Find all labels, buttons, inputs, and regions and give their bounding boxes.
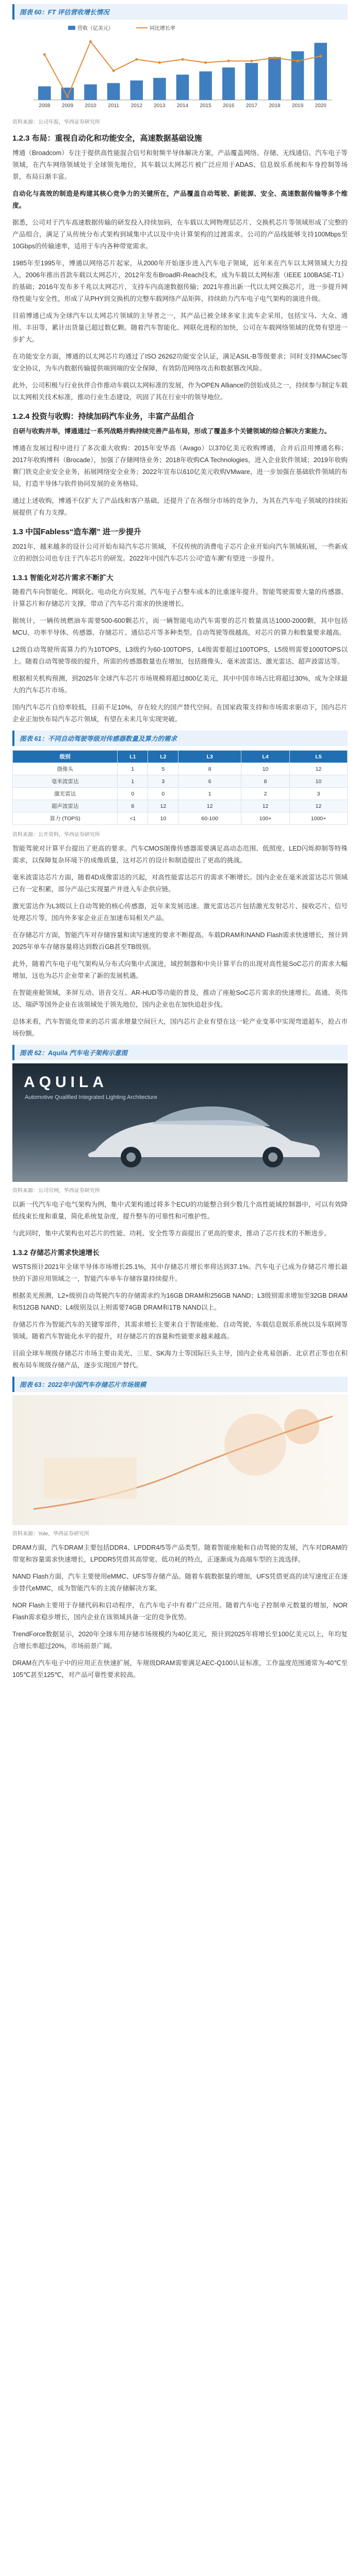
table-header-cell: L5: [290, 751, 348, 763]
paragraph: DRAM在汽车电子中的应用正在快速扩展，车规级DRAM需要满足AEC-Q100认证标准，工作温度范围通常为-40℃至105℃甚至125℃，对产品可靠性要求较高。: [12, 1659, 348, 1679]
table-cell: 10: [241, 763, 290, 775]
table-cell: 12: [241, 800, 290, 812]
legend-bar-swatch: [68, 26, 75, 30]
figure-source: 资料来源：公司官网，华西证券研究所: [12, 1188, 100, 1194]
figure-caption: 图表 60：FT 评估营收增长情况: [12, 4, 348, 20]
chart-plot-area: [33, 40, 332, 109]
table-cell: 超声波雷达: [13, 800, 118, 812]
table-source: 资料来源：公开资料，华西证券研究所: [12, 832, 100, 838]
paragraph: 此外，随着汽车电子电气架构从分布式向集中式演进，域控制器和中央计算平台的出现对高性能SoC芯片的需求大幅增加，这也为芯片企业带来了新的发展机遇。: [12, 960, 348, 979]
paragraph: 在存储芯片方面，智能汽车对存储容量和读写速度的要求不断提高。车载DRAM和NAND Flash需求快速增长，预计到2025年单车存储容量将达到数百GB甚至TB级别。: [12, 931, 348, 951]
table-cell: 1: [118, 763, 148, 775]
aquila-subtitle: Automotive Qualified Integrated Lighting Architecture: [25, 1094, 157, 1100]
table-cell: 5: [148, 763, 178, 775]
paragraph: 目前全球车规级存储芯片市场主要由美光、三星、SK海力士等国际巨头主导，国内企业兆易创新、北京君正等也在积极布局车规级存储产品，逐步实现国产替代。: [12, 1350, 348, 1369]
paragraph: 博通（Broadcom）专注于提供高性能混合信号和射频半导体解决方案，产品覆盖网络、存储、无线通信、汽车电子等领域，在汽车网络领域处于全球领先地位，其车载以太网芯片被广泛应用于ADAS、信息娱乐系统和车身控制等场景，布局日渐丰富。: [12, 149, 348, 180]
figure-source: 资料来源：Yole，华西证券研究所: [12, 1531, 90, 1537]
paragraph: 通过上述收购，博通不仅扩大了产品线和客户基础，还提升了在各细分市场的竞争力，为其在汽车电子领域的持续拓展提供了有力支撑。: [12, 497, 348, 516]
x-tick-label: 2011: [108, 103, 119, 109]
table-cell: 算力 (TOPS): [13, 812, 118, 825]
x-tick-label: 2016: [223, 103, 235, 109]
bar-2013: [153, 78, 166, 100]
table-cell: 3: [290, 788, 348, 800]
x-tick-label: 2020: [315, 103, 326, 109]
x-tick-label: 2009: [61, 103, 74, 109]
bar-2015: [199, 72, 212, 100]
table-row: [13, 788, 348, 800]
x-tick-label: 2013: [154, 103, 166, 109]
paragraph: 毫米波雷达芯片方面，随着4D成像雷达的兴起，对高性能雷达芯片的需求不断增长。国内企业在毫米波雷达芯片领域已有一定积累，部分产品已实现量产并进入车企供应链。: [12, 874, 348, 893]
table-cell: 8: [118, 800, 148, 812]
figure-source: 资料来源：公司年报，华西证券研究所: [12, 120, 100, 125]
table-cell: 2: [241, 788, 290, 800]
bar-2018: [268, 57, 281, 100]
table-header-cell: L2: [148, 751, 178, 763]
paragraph: TrendForce数据显示，2020年全球车用存储市场规模约为40亿美元，预计到2025年将增长至100亿美元以上，年均复合增长率超过20%，市场前景广阔。: [12, 1631, 348, 1650]
paragraph: 国内汽车芯片自给率较低，目前不足10%，存在较大的国产替代空间。在国家政策支持和市场需求驱动下，国内芯片企业正加快布局汽车芯片领域，有望在未来几年实现突破。: [12, 704, 348, 723]
table-cell: 8: [178, 763, 241, 775]
table-cell: 6: [178, 775, 241, 788]
paragraph: 智能驾驶对计算平台提出了更高的要求。汽车CMOS图像传感器需要满足高动态范围、低照度、LED闪烁抑制等特殊需求，以保障复杂环境下的成像质量，这对芯片的设计和制造提出了更高的挑战。: [12, 845, 348, 864]
bar-2012: [130, 80, 143, 100]
paragraph: NOR Flash主要用于存储代码和启动程序，在汽车电子中有着广泛应用。随着汽车电子控制单元数量的增加，NOR Flash需求稳步增长，国内企业在该领域具备一定的竞争优势。: [12, 1602, 348, 1621]
subsection-heading: 1.3.2 存储芯片需求快速增长: [12, 1249, 100, 1257]
table-cell: 100+: [241, 812, 290, 825]
paragraph-bold: 自动化与高效的制造是构建其核心竞争力的关键所在，产品覆盖自动驾驶、新能源、安全、高速数据传输等多个维度。: [12, 190, 348, 209]
bar-2016: [222, 67, 235, 100]
table-cell: 10: [148, 812, 178, 825]
bar-2017: [246, 63, 258, 100]
paragraph: 随着汽车向智能化、网联化、电动化方向发展，汽车电子占整车成本的比重逐年提升。智能驾驶需要大量的传感器、计算芯片和存储芯片支撑，带动了汽车芯片需求的快速增长。: [12, 588, 348, 607]
section-heading: 1.2.3 布局：重视自动化和功能安全，高速数据基础设施: [12, 134, 202, 143]
x-tick-label: 2010: [85, 103, 96, 109]
paragraph-bold: 自研与收购并举，博通通过一系列战略并购持续完善产品布局，形成了覆盖多个关键领域的综合解决方案能力。: [12, 428, 331, 435]
paragraph: 博通在发展过程中进行了多次重大收购：2015年安华高（Avago）以370亿美元收购博通，合并后沿用博通名称；2017年收购博科（Brocade），加强了存储网络业务；2018年收购CA Technologies，进入企业软件领域；2019年收购赛门铁克企业安全业务，拓展网络安全业务；2022年宣布以610亿美元收购VMware，进一步加强在基础软件领域的布局，打造半导体与软件协同发展的业务格局。: [12, 445, 348, 487]
x-tick-label: 2015: [200, 103, 211, 109]
x-tick-label: 2017: [246, 103, 257, 109]
table-cell: 12: [290, 800, 348, 812]
table-row: [13, 800, 348, 812]
table-header-cell: 级别: [13, 751, 118, 763]
revenue-chart-svg: [12, 23, 348, 113]
paragraph: WSTS预计2021年全球半导体市场增长25.1%，其中存储芯片增长率将达到37.1%。汽车电子已成为存储芯片增长最快的下游应用领域之一，智能汽车单车存储容量持续提升。: [12, 1263, 348, 1282]
figure-caption: 图表 63：2022年中国汽车存储芯片市场规模: [12, 1377, 348, 1392]
table-cell: 1: [178, 788, 241, 800]
paragraph: 1985年至1995年，博通以网络芯片起家，从2000年开始逐步进入汽车电子领域，近年来在汽车以太网领域大力投入，2006年推出首款车载以太网芯片，2012年发布BroadR-Reach技术，成为车载以太网标准（IEEE 100BASE-T1）的基础；2016年发布多千兆以太网芯片，支持车内高速数据传输；2021年推出新一代以太网交换芯片，进一步提升网络性能与安全性，形成了从PHY到交换机的完整车载网络产品矩阵，持续助力汽车电子电气架构的演进升级。: [12, 260, 348, 302]
paragraph: 在智能座舱领域，多屏互动、语音交互、AR-HUD等功能的普及，推动了座舱SoC芯片需求的快速增长。高通、英伟达、瑞萨等国外企业在该领域处于领先地位，国内企业也在加快追赶步伐。: [12, 989, 348, 1008]
figure-caption: 图表 62：Aquila 汽车电子架构示意图: [12, 1045, 348, 1060]
table-cell: 3: [148, 775, 178, 788]
paragraph: 2021年，越来越多的设计公司开始布局汽车芯片领域，不仅传统的消费电子芯片企业开始向汽车领域拓展，一些新成立的初创公司也专注于汽车芯片的研发。2022年中国汽车芯片公司“造车潮”有望进一步提升。: [12, 543, 348, 562]
aquila-logo: AQUILA: [24, 1074, 108, 1091]
car-silhouette-icon: [12, 1063, 348, 1182]
paragraph: 在功能安全方面，博通的以太网芯片均通过了ISO 26262功能安全认证，满足ASIL-B等级要求；同时支持MACsec等安全协议，为车内数据传输提供端到端的安全保障，有效防范网络攻击和数据篡改风险。: [12, 353, 348, 372]
x-tick-label: 2012: [130, 103, 142, 109]
bar-2010: [84, 84, 97, 100]
table-header-row: [13, 751, 348, 763]
sensor-table: [12, 750, 348, 825]
table-cell: 12: [290, 763, 348, 775]
paragraph: NAND Flash方面，汽车主要使用eMMC、UFS等存储产品。随着车载数据量的增加，UFS凭借更高的读写速度正在逐步替代eMMC，成为智能汽车的主流存储解决方案。: [12, 1573, 348, 1592]
table-cell: 1000+: [290, 812, 348, 825]
x-tick-label: 2008: [39, 103, 51, 109]
paragraph: 根据美光预测，L2+级别自动驾驶汽车的存储需求约为16GB DRAM和256GB NAND；L3级别需求增加至32GB DRAM和512GB NAND；L4级别及以上则需要74GB DRAM和1TB NAND以上。: [12, 1292, 348, 1311]
paragraph: 此外，公司积极与行业伙伴合作推动车载以太网标准的发展，作为OPEN Alliance的创始成员之一，持续参与制定车载以太网相关技术标准，推动行业生态建设，巩固了其在行业中的领导地位。: [12, 382, 348, 401]
bar-2011: [107, 83, 120, 100]
table-cell: 1: [118, 775, 148, 788]
x-tick-label: 2019: [291, 103, 304, 109]
x-tick-label: 2014: [176, 103, 189, 109]
table-cell: 摄像头: [13, 763, 118, 775]
table-cell: 12: [148, 800, 178, 812]
paragraph: 据统计，一辆传统燃油车需要500-600颗芯片，而一辆智能电动汽车需要的芯片数量高达1000-2000颗，其中包括MCU、功率半导体、传感器、存储芯片、通信芯片等多种类型。自动驾驶等级越高，对芯片的算力和数量要求越高。: [12, 617, 348, 636]
table-cell: 0: [148, 788, 178, 800]
paragraph: 激光雷达作为L3级以上自动驾驶的核心传感器，近年来发展迅速。激光雷达芯片包括激光发射芯片、接收芯片、信号处理芯片等，国内外多家企业正在加速布局相关产品。: [12, 903, 348, 922]
table-cell: 8: [241, 775, 290, 788]
bar-2019: [291, 52, 304, 100]
x-tick-label: 2018: [269, 103, 281, 109]
table-row: [13, 812, 348, 825]
table-caption: 图表 61：不同自动驾驶等级对传感器数量及算力的需求: [12, 731, 348, 746]
table-cell: 12: [178, 800, 241, 812]
table-header-cell: L4: [241, 751, 290, 763]
table-cell: 激光雷达: [13, 788, 118, 800]
subsection-heading: 1.3.1 智能化对芯片需求不断扩大: [12, 574, 113, 582]
table-cell: 60-100: [178, 812, 241, 825]
wafer-illustration-icon: [13, 1396, 348, 1524]
paragraph: L2级自动驾驶所需算力约为10TOPS，L3级约为60-100TOPS，L4级需要超过100TOPS，L5级则需要1000TOPS以上。随着自动驾驶等级的提升，所需的传感器数量也在增加，包括摄像头、毫米波雷达、激光雷达、超声波雷达等。: [12, 646, 348, 665]
revenue-chart: [12, 23, 348, 113]
paragraph: 目前博通已成为全球汽车以太网芯片领域的主导者之一，其产品已被全球多家主流车企采用，包括宝马、大众、通用、丰田等，累计出货量已超过数亿颗。随着汽车智能化、网联化进程的加快，公司在车载网络领域的优势有望进一步扩大。: [12, 312, 348, 343]
table-header-cell: L3: [178, 751, 241, 763]
aquila-image: [12, 1063, 348, 1182]
section-heading: 1.2.4 投资与收购：持续加码汽车业务，丰富产品组合: [12, 412, 194, 421]
table-cell: 0: [118, 788, 148, 800]
table-cell: <1: [118, 812, 148, 825]
bar-2014: [176, 75, 189, 100]
bar-2020: [314, 43, 327, 100]
section-heading: 1.3 中国Fabless“造车潮” 进一步提升: [12, 528, 142, 536]
table-header-cell: L1: [118, 751, 148, 763]
paragraph: 存储芯片作为智能汽车的关键零部件，其需求增长主要来自于智能座舱、自动驾驶、车载信息娱乐系统以及车联网等领域。随着汽车智能化水平的提升，对存储芯片的容量和性能要求越来越高。: [12, 1321, 348, 1340]
table-cell: 10: [290, 775, 348, 788]
table-row: [13, 763, 348, 775]
table-cell: 毫米波雷达: [13, 775, 118, 788]
legend-line-label: 同比增长率: [150, 26, 175, 31]
legend-bar-label: 营收（亿美元）: [77, 26, 113, 31]
paragraph: 据悉，公司对于汽车高速数据传输的研发投入持续加码，在车载以太网物理层芯片、交换机芯片等领域形成了完整的产品组合，满足了从传统分布式架构到域集中式以及中央计算架构的过渡需求。公司的产品线能够支持100Mbps至10Gbps的传输速率，适用于车内各种带宽需求。: [12, 219, 348, 250]
paragraph: 与此同时，集中式架构也对芯片的性能、功耗、安全性等方面提出了更高的要求，推动了芯片技术的不断进步。: [12, 1230, 331, 1237]
memory-market-image: [12, 1395, 348, 1525]
bar-2008: [38, 87, 51, 100]
paragraph: DRAM方面，汽车DRAM主要包括DDR4、LPDDR4/5等产品类型。随着智能座舱和自动驾驶的发展，汽车对DRAM的带宽和容量需求快速增长，LPDDR5凭借其高带宽、低功耗的特点，正逐渐成为高端车型的主流选择。: [12, 1544, 348, 1563]
paragraph: 根据相关机构预测，到2025年全球汽车芯片市场规模将超过800亿美元，其中中国市场占比将超过30%，成为全球最大的汽车芯片市场。: [12, 675, 348, 694]
table-row: [13, 775, 348, 788]
paragraph: 总体来看，汽车智能化带来的芯片需求增量空间巨大，国内芯片企业有望在这一轮产业变革中实现弯道超车，抢占市场份额。: [12, 1018, 348, 1037]
paragraph: 以新一代汽车电子电气架构为例，集中式架构通过将多个ECU的功能整合到少数几个高性能域控制器中，可以有效降低线束长度和重量，简化系统复杂度，提升整车的可靠性和可维护性。: [12, 1201, 348, 1220]
page-footer-space: [0, 1686, 360, 1707]
